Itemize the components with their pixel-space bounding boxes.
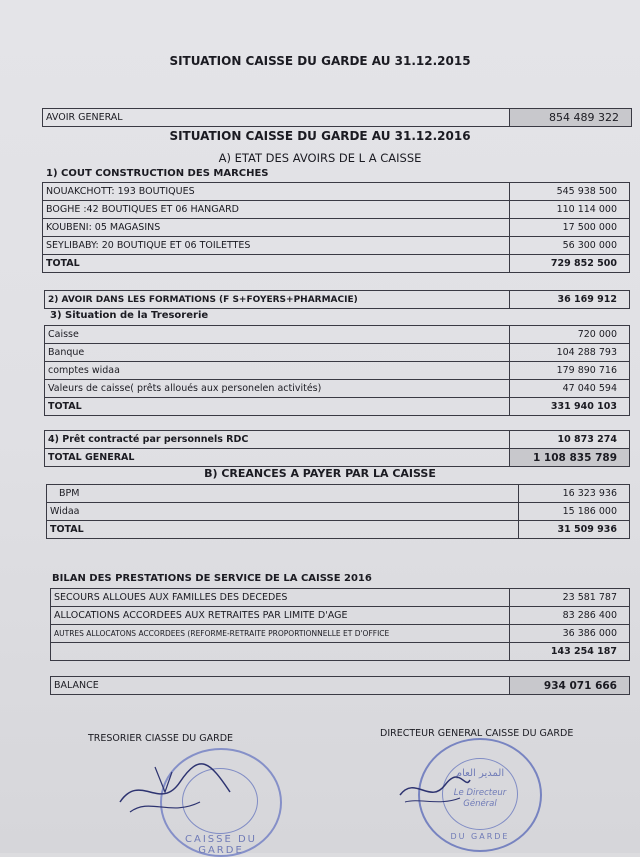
total-value: 729 852 500 [510,255,630,273]
row-label: comptes widaa [45,362,510,380]
director-label: DIRECTEUR GENERAL CAISSE DU GARDE [380,728,574,739]
balance-table [50,676,630,695]
row-label: NOUAKCHOTT: 193 BOUTIQUES [43,183,510,201]
row-label: KOUBENI: 05 MAGASINS [43,219,510,237]
row-label: ALLOCATIONS ACCORDEES AUX RETRAITES PAR LIMITE D'AGE [51,607,510,625]
treasurer-label: TRESORIER CIASSE DU GARDE [88,733,234,744]
section2-label: 2) AVOIR DANS LES FORMATIONS (F S+FOYERS+PHARMACIE) [45,291,510,309]
section-b-title: B) CREANCES A PAYER PAR LA CAISSE [204,467,436,480]
row-label: BOGHE :42 BOUTIQUES ET 06 HANGARD [43,201,510,219]
bilan-table [50,588,630,661]
treasurer-signature [110,752,240,822]
total-value: 31 509 936 [519,521,630,539]
row-label: BPM [47,485,519,503]
table-row [43,219,630,237]
row-value: 47 040 594 [510,380,630,398]
total-row [47,521,630,539]
row-label: SEYLIBABY: 20 BOUTIQUE ET 06 TOILETTES [43,237,510,255]
table-row [43,237,630,255]
row-value: 16 323 936 [519,485,630,503]
row-label: SECOURS ALLOUES AUX FAMILLES DES DECEDES [51,589,510,607]
table-row [45,344,630,362]
section3-table [44,325,630,416]
balance-value: 934 071 666 [510,677,630,695]
director-stamp-arabic: المدير العام [455,768,505,779]
row-value: 83 286 400 [510,607,630,625]
table-row [47,485,630,503]
row-value: 720 000 [510,326,630,344]
total-general-label: TOTAL GENERAL [45,449,510,467]
table-row [45,380,630,398]
director-stamp-ring: DU GARDE [450,832,510,841]
title-2015: SITUATION CAISSE DU GARDE AU 31.12.2015 [169,54,471,68]
treasurer-stamp-text: CAISSE DU GARDE [185,834,257,856]
section-b-table [46,484,630,539]
row-value: 179 890 716 [510,362,630,380]
table-row [51,607,630,625]
balance-label: BALANCE [51,677,510,695]
total-label: TOTAL [45,398,510,416]
section1-title: 1) COUT CONSTRUCTION DES MARCHES [46,168,269,179]
total-label-empty [51,643,510,661]
section4-label: 4) Prêt contracté par personnels RDC [45,431,510,449]
title-2016: SITUATION CAISSE DU GARDE AU 31.12.2016 [169,129,471,143]
row-value: 545 938 500 [510,183,630,201]
section4-value: 10 873 274 [510,431,630,449]
section2-table [44,290,630,309]
table-row [51,589,630,607]
avoir-general-value: 854 489 322 [510,109,632,127]
section1-table [42,182,630,273]
table-row [43,183,630,201]
total-value: 331 940 103 [510,398,630,416]
row-value: 56 300 000 [510,237,630,255]
director-stamp-line1: Le Directeur [453,788,507,798]
avoir-general-label: AVOIR GENERAL [43,109,510,127]
row-label: Valeurs de caisse( prêts alloués aux personelen activités) [45,380,510,398]
section2-value: 36 169 912 [510,291,630,309]
total-label: TOTAL [47,521,519,539]
row-value: 17 500 000 [510,219,630,237]
section3-title: 3) Situation de la Tresorerie [50,310,209,321]
total-row [43,255,630,273]
row-label: AUTRES ALLOCATONS ACCORDEES (REFORME-RETRAITE PROPORTIONNELLE ET D'OFFICE [51,625,510,643]
bilan-title: BILAN DES PRESTATIONS DE SERVICE DE LA CAISSE 2016 [52,573,372,584]
avoir-general-table [42,108,632,127]
subtitle-etat-avoirs: A) ETAT DES AVOIRS DE L A CAISSE [218,151,422,165]
total-row [51,643,630,661]
row-value: 23 581 787 [510,589,630,607]
table-row [43,201,630,219]
table-row [45,362,630,380]
row-value: 36 386 000 [510,625,630,643]
row-label: Widaa [47,503,519,521]
director-signature [395,770,475,810]
director-stamp-line2: Général [463,799,497,809]
table-row [47,503,630,521]
table-row [45,326,630,344]
total-label: TOTAL [43,255,510,273]
row-value: 110 114 000 [510,201,630,219]
row-value: 15 186 000 [519,503,630,521]
row-label: Banque [45,344,510,362]
section4-table [44,430,630,467]
row-value: 104 288 793 [510,344,630,362]
total-value: 143 254 187 [510,643,630,661]
row-label: Caisse [45,326,510,344]
total-row [45,398,630,416]
total-general-value: 1 108 835 789 [510,449,630,467]
table-row [51,625,630,643]
